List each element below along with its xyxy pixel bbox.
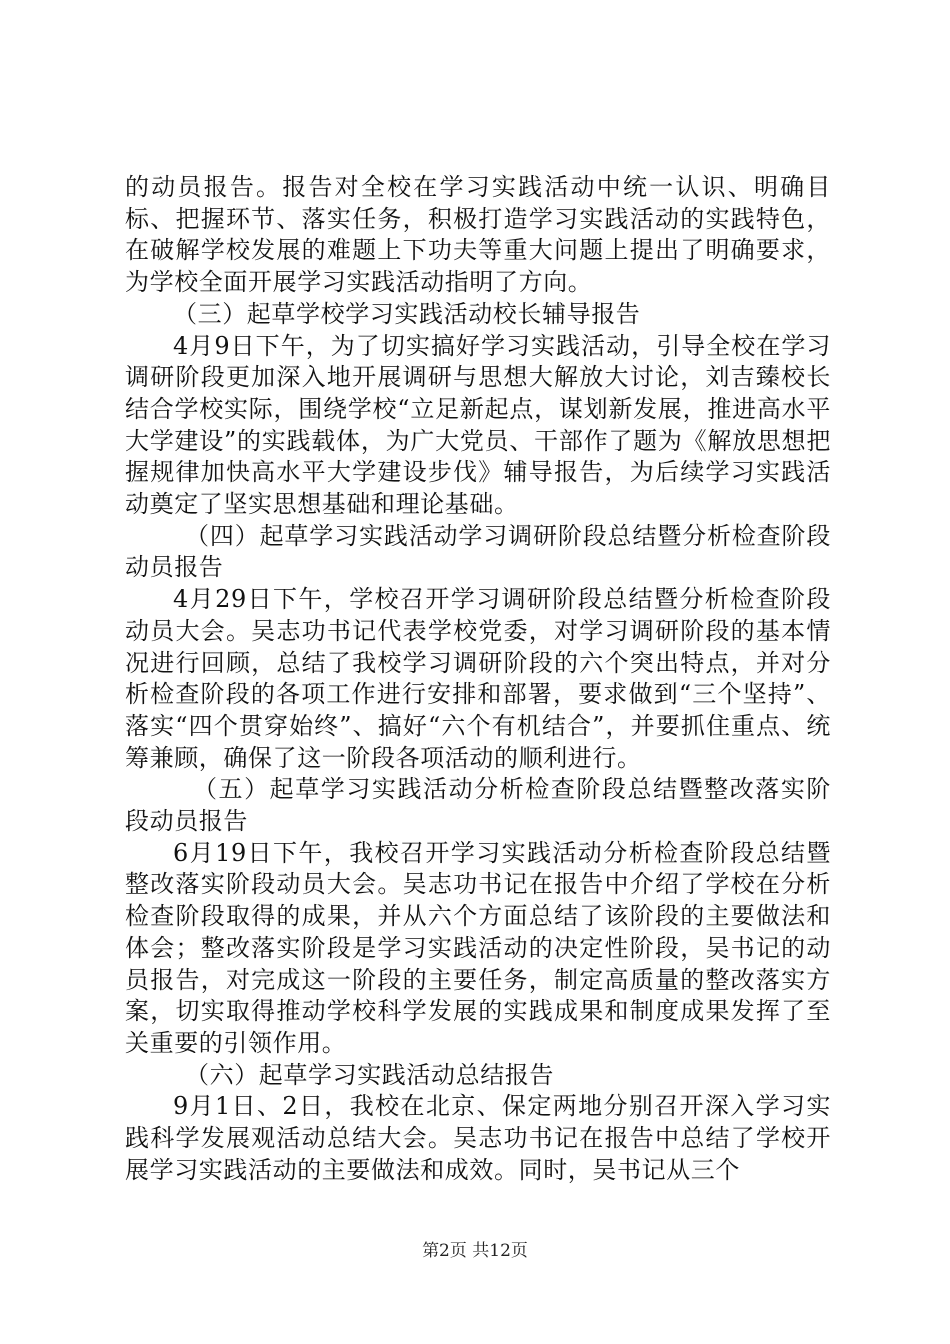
heading-section-6: （六）起草学习实践活动总结报告 — [185, 1060, 554, 1089]
paragraph-section-3: 4月9日下午，为了切实搞好学习实践活动，引导全校在学习调研阶段更加深入地开展调研与思想大解放大讨论，刘吉臻校长结合学校实际，围绕学校“立足新起点，谋划新发展，推进高水平大学建设”的实践载体，为广大党员、干部作了题为《解放思想把握规律加快高水平大学建设步伐》辅导报告，为后续学习实践活动奠定了坚实思想基础和理论基础。 — [125, 331, 831, 519]
document-body — [125, 172, 831, 1187]
paragraph-section-6: 9月1日、2日，我校在北京、保定两地分别召开深入学习实践科学发展观活动总结大会。吴志功书记在报告中总结了学校开展学习实践活动的主要做法和成效。同时，吴书记从三个 — [125, 1092, 831, 1184]
paragraph-continuation: 的动员报告。报告对全校在学习实践活动中统一认识、明确目标、把握环节、落实任务，积极打造学习实践活动的实践特色，在破解学校发展的难题上下功夫等重大问题上提出了明确要求，为学校全面开展学习实践活动指明了方向。 — [125, 173, 831, 297]
page-number-footer: 第2页 共12页 — [422, 1241, 528, 1261]
heading-section-5: （五）起草学习实践活动分析检查阶段总结暨整改落实阶段动员报告 — [125, 775, 831, 836]
heading-section-4: （四）起草学习实践活动学习调研阶段总结暨分析检查阶段动员报告 — [125, 521, 831, 582]
heading-section-3: （三）起草学校学习实践活动校长辅导报告 — [173, 299, 641, 328]
paragraph-section-5: 6月19日下午，我校召开学习实践活动分析检查阶段总结暨整改落实阶段动员大会。吴志功书记在报告中介绍了学校在分析检查阶段取得的成果，并从六个方面总结了该阶段的主要做法和体会；整改落实阶段是学习实践活动的决定性阶段，吴书记的动员报告，对完成这一阶段的主要任务，制定高质量的整改落实方案，切实取得推动学校科学发展的实践成果和制度成果发挥了至关重要的引领作用。 — [125, 838, 831, 1057]
paragraph-section-4: 4月29日下午，学校召开学习调研阶段总结暨分析检查阶段动员大会。吴志功书记代表学校党委，对学习调研阶段的基本情况进行回顾，总结了我校学习调研阶段的六个突出特点，并对分析检查阶段的各项工作进行安排和部署，要求做到“三个坚持”、落实“四个贯穿始终”、搞好“六个有机结合”，并要抓住重点、统筹兼顾，确保了这一阶段各项活动的顺利进行。 — [125, 585, 831, 772]
